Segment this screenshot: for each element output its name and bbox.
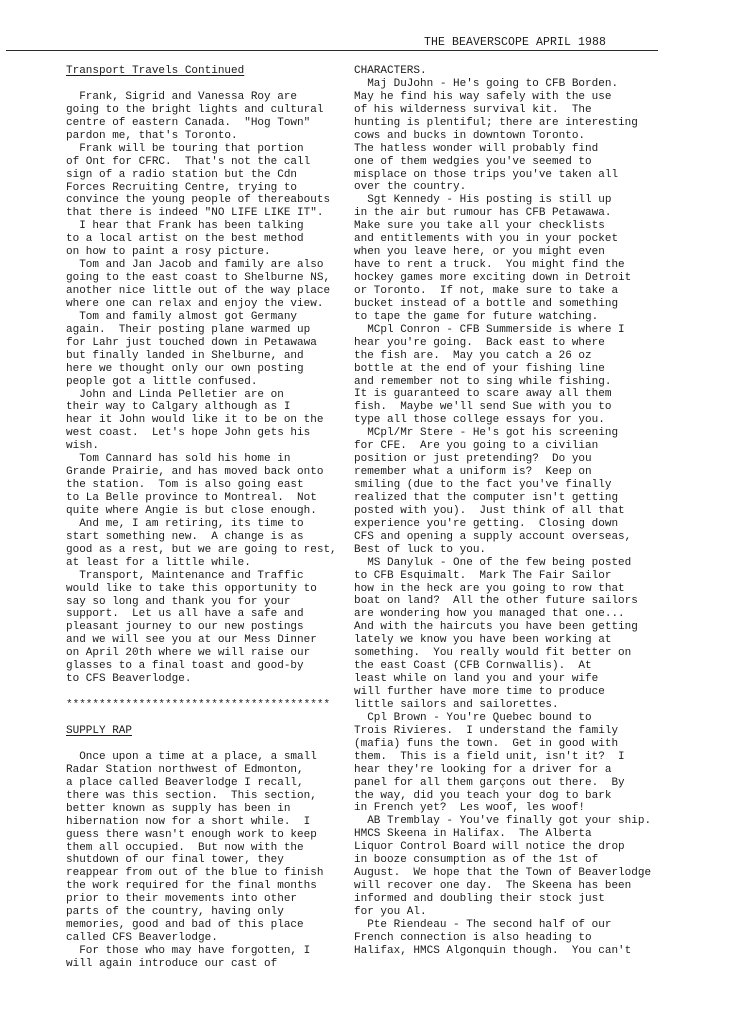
text-line: their way to Calgary although as I: [66, 401, 291, 414]
text-line: going to the bright lights and cultural: [66, 103, 324, 116]
text-line: again. Their posting plane warmed up: [66, 323, 311, 336]
newsletter-header: THE BEAVERSCOPE APRIL 1988: [424, 36, 607, 49]
text-line: panel for all them garçons out there. By: [354, 776, 625, 789]
text-line: cows and bucks in downtown Toronto.: [354, 129, 586, 142]
text-line: good as a rest, but we are going to rest,: [66, 543, 337, 556]
text-line: MCpl Conron - CFB Summerside is where I: [354, 323, 625, 336]
text-line: type all those college essays for you.: [354, 414, 605, 427]
text-line: Once upon a time at a place, a small: [66, 750, 317, 763]
text-line: position or just pretending? Do you: [354, 453, 592, 466]
section-heading-supply-rap: SUPPLY RAP: [66, 725, 133, 737]
text-line: pleasant journey to our new postings: [66, 621, 304, 634]
right-column: [354, 65, 652, 958]
text-line: of his wilderness survival kit. The: [354, 103, 592, 116]
text-line: the east Coast (CFB Cornwallis). At: [354, 660, 592, 673]
text-line: pardon me, that's Toronto.: [66, 129, 238, 142]
text-line: to La Belle province to Montreal. Not: [66, 492, 317, 504]
text-line: start something new. A change is as: [66, 530, 304, 543]
text-line: boat on land? All the other future sailors: [354, 595, 638, 608]
text-line: hunting is plentiful; there are interesting: [354, 116, 638, 129]
text-line: a place called Beaverlodge I recall,: [66, 776, 304, 789]
text-line: Tom and Jan Jacob and family are also: [66, 259, 324, 272]
text-line: realized that the computer isn't getting: [354, 491, 619, 504]
text-line: MS Danyluk - One of the few being posted: [354, 556, 632, 569]
text-line: say so long and thank you for your: [66, 595, 291, 608]
text-line: where one can relax and enjoy the view.: [66, 297, 324, 310]
text-line: Transport, Maintenance and Traffic: [66, 569, 304, 582]
text-line: will further have more time to produce: [354, 686, 605, 698]
text-line: and we will see you at our Mess Dinner: [66, 634, 317, 647]
text-line: are wondering how you managed that one...: [354, 608, 625, 621]
text-line: Forces Recruiting Centre, trying to: [66, 181, 298, 194]
text-line: for CFE. Are you going to a civilian: [354, 440, 599, 453]
text-line: or Toronto. If not, make sure to take a: [354, 284, 619, 297]
text-line: will recover one day. The Skeena has been: [354, 880, 632, 893]
text-line: I hear that Frank has been talking: [66, 220, 304, 233]
text-line: going to the east coast to Shelburne NS,: [66, 272, 331, 285]
text-line: would like to take this opportunity to: [66, 582, 317, 595]
text-line: and entitlements with you in your pocket: [354, 233, 619, 246]
text-line: Liquor Control Board will notice the drop: [354, 841, 625, 854]
text-line: hear it John would like it to be on the: [66, 414, 324, 427]
text-line: CFS and opening a supply account overseas,: [354, 530, 632, 543]
text-line: Maj DuJohn - He's going to CFB Borden.: [354, 77, 619, 90]
text-line: in booze consumption as of the 1st of: [354, 854, 599, 867]
text-line: parts of the country, having only: [66, 906, 284, 919]
text-line: (mafia) funs the town. Get in good with: [354, 737, 619, 750]
text-line: least while on land you and your wife: [354, 673, 599, 686]
text-line: quite where Angie is but close enough.: [66, 504, 317, 517]
text-line: when you leave here, or you might even: [354, 246, 605, 259]
text-line: over the country.: [354, 181, 467, 194]
text-line: fish. Maybe we'll send Sue with you to: [354, 401, 612, 414]
text-line: one of them wedgies you've seemed to: [354, 155, 592, 168]
text-line: west coast. Let's hope John gets his: [66, 427, 311, 440]
text-line: little sailors and sailorettes.: [354, 698, 559, 711]
text-line: to tape the game for future watching.: [354, 310, 599, 323]
text-line: Best of luck to you.: [354, 543, 487, 556]
text-line: Pte Riendeau - The second half of our: [354, 918, 612, 931]
text-line: at least for a little while.: [66, 556, 251, 569]
text-line: hear you're going. Back east to where: [354, 336, 605, 349]
text-line: the work required for the final months: [66, 880, 317, 893]
text-line: Frank, Sigrid and Vanessa Roy are: [66, 90, 298, 103]
text-line: French connection is also heading to: [354, 931, 592, 944]
text-line: guess there wasn't enough work to keep: [66, 828, 317, 841]
text-line: smiling (due to the fact you've finally: [354, 479, 612, 491]
text-line: in the air but rumour has CFB Petawawa.: [354, 207, 612, 220]
text-line: Halifax, HMCS Algonquin though. You can't: [354, 944, 632, 957]
text-line: Radar Station northwest of Edmonton,: [66, 763, 304, 776]
spacer: [66, 738, 338, 751]
text-line: CHARACTERS.: [354, 65, 427, 77]
text-line: people got a little confused.: [66, 375, 258, 388]
text-line: informed and doubling their stock just: [354, 893, 605, 905]
text-line: And with the haircuts you have been getting: [354, 621, 638, 634]
text-line: them. This is a field unit, isn't it? I: [354, 750, 625, 763]
text-line: reappear from out of the blue to finish: [66, 867, 324, 880]
text-line: better known as supply has been in: [66, 802, 291, 815]
spacer: [66, 78, 338, 91]
text-line: wish.: [66, 440, 100, 453]
text-line: to CFB Esquimalt. Mark The Fair Sailor: [354, 569, 612, 582]
text-line: the way, did you teach your dog to bark: [354, 789, 612, 802]
text-line: something. You really would fit better on: [354, 647, 632, 660]
text-line: sign of a radio station but the Cdn: [66, 168, 298, 181]
text-line: in French yet? Les woof, les woof!: [354, 802, 586, 815]
text-line: to a local artist on the best method: [66, 233, 304, 246]
text-line: Tom and family almost got Germany: [66, 310, 298, 323]
text-line: support. Let us all have a safe and: [66, 608, 304, 621]
text-line: bucket instead of a bottle and something: [354, 297, 619, 310]
text-line: Frank will be touring that portion: [66, 142, 304, 155]
text-line: It is guaranteed to scare away all them: [354, 388, 612, 401]
text-line: Sgt Kennedy - His posting is still up: [354, 194, 612, 207]
text-line: Cpl Brown - You're Quebec bound to: [354, 711, 592, 724]
text-line: there was this section. This section,: [66, 789, 317, 802]
text-line: For those who may have forgotten, I: [66, 945, 311, 957]
text-line: hockey games more exciting down in Detroit: [354, 272, 632, 284]
text-line: Grande Prairie, and has moved back onto: [66, 466, 324, 479]
text-line: on April 20th where we will raise our: [66, 647, 311, 660]
text-line: but finally landed in Shelburne, and: [66, 349, 304, 362]
text-line: hear they're looking for a driver for a: [354, 763, 612, 776]
left-column: [66, 65, 338, 971]
text-line: called CFS Beaverlodge.: [66, 932, 218, 945]
text-line: here we thought only our own posting: [66, 362, 304, 375]
text-line: HMCS Skeena in Halifax. The Alberta: [354, 828, 592, 841]
text-line: have to rent a truck. You might find the: [354, 259, 625, 272]
text-line: of Ont for CFRC. That's not the call: [66, 155, 311, 168]
text-line: May he find his way safely with the use: [354, 90, 612, 103]
text-line: memories, good and bad of this place: [66, 919, 304, 932]
text-line: convince the young people of thereabouts: [66, 194, 331, 207]
text-line: the station. Tom is also going east: [66, 479, 304, 492]
text-line: Make sure you take all your checklists: [354, 220, 605, 233]
text-line: for you Al.: [354, 905, 427, 918]
text-line: Tom Cannard has sold his home in: [66, 453, 291, 466]
supply-rap-article-body: [66, 751, 338, 971]
text-line: And me, I am retiring, its time to: [66, 517, 304, 530]
text-line: experience you're getting. Closing down: [354, 517, 619, 530]
header-rule: [6, 50, 658, 51]
supply-rap-continued-body: [354, 65, 652, 958]
text-line: posted with you). Just think of all that: [354, 504, 625, 517]
text-line: the fish are. May you catch a 26 oz: [354, 349, 592, 362]
text-line: prior to their movements into other: [66, 893, 298, 906]
text-line: The hatless wonder will probably find: [354, 142, 599, 155]
text-line: MCpl/Mr Stere - He's got his screening: [354, 427, 619, 440]
text-line: will again introduce our cast of: [66, 957, 278, 970]
section-separator: ****************************************: [66, 699, 331, 712]
text-line: that there is indeed "NO LIFE LIKE IT".: [66, 207, 324, 220]
spacer: [66, 686, 338, 699]
text-line: Trois Rivieres. I understand the family: [354, 724, 619, 737]
text-line: to CFS Beaverlodge.: [66, 673, 192, 686]
transport-article-body: [66, 91, 338, 686]
text-line: on how to paint a rosy picture.: [66, 246, 271, 259]
text-line: centre of eastern Canada. "Hog Town": [66, 116, 311, 129]
text-line: shutdown of our final tower, they: [66, 854, 284, 867]
text-line: another nice little out of the way place: [66, 285, 331, 297]
text-line: glasses to a final toast and good-by: [66, 660, 304, 673]
text-line: remember what a uniform is? Keep on: [354, 466, 592, 479]
text-line: them all occupied. But now with the: [66, 841, 304, 854]
text-line: and remember not to sing while fishing.: [354, 375, 612, 388]
text-line: lately we know you have been working at: [354, 634, 612, 647]
text-line: AB Tremblay - You've finally got your ship.: [354, 815, 652, 828]
text-line: John and Linda Pelletier are on: [66, 388, 284, 401]
text-line: August. We hope that the Town of Beaverlodge: [354, 867, 652, 880]
text-line: hibernation now for a short while. I: [66, 815, 311, 828]
text-line: bottle at the end of your fishing line: [354, 362, 605, 375]
text-line: for Lahr just touched down in Petawawa: [66, 336, 317, 349]
spacer: [66, 712, 338, 725]
text-line: how in the heck are you going to row that: [354, 582, 625, 595]
text-line: misplace on those trips you've taken all: [354, 168, 619, 181]
section-heading-transport: Transport Travels Continued: [66, 65, 245, 77]
